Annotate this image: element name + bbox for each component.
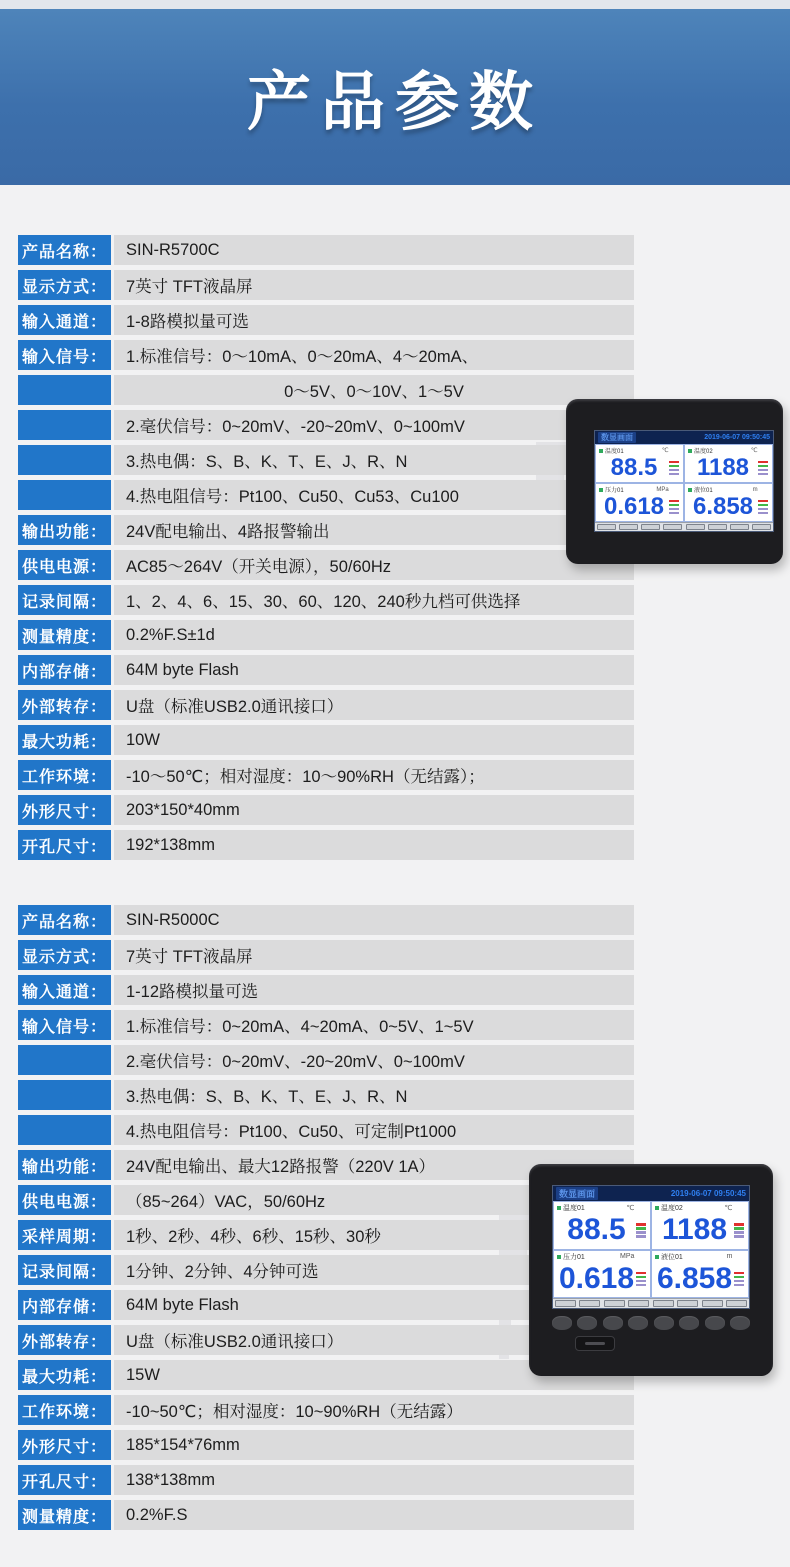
channel-status-icon bbox=[557, 1206, 561, 1210]
table-row bbox=[18, 1080, 634, 1110]
table-row bbox=[18, 1465, 634, 1495]
row-label bbox=[18, 480, 111, 510]
table-row bbox=[18, 480, 634, 510]
channel-name: 液位01 bbox=[661, 1253, 683, 1261]
row-label: 工作环境： bbox=[18, 1395, 111, 1425]
row-label: 输入信号： bbox=[18, 340, 111, 370]
device1-softkey-bar bbox=[595, 522, 773, 531]
row-value: 3.热电偶：S、B、K、T、E、J、R、N bbox=[114, 1080, 634, 1110]
channel-value: 88.5 bbox=[610, 454, 658, 481]
row-value: 0～5V、0～10V、1～5V bbox=[114, 375, 634, 405]
row-label bbox=[18, 1115, 111, 1145]
row-label: 内部存储： bbox=[18, 655, 111, 685]
row-value: 4.热电阻信号：Pt100、Cu50、可定制Pt1000 bbox=[114, 1115, 634, 1145]
row-value: 3.热电偶：S、B、K、T、E、J、R、N bbox=[114, 445, 634, 475]
row-value: 185*154*76mm bbox=[114, 1430, 634, 1460]
table-row bbox=[18, 1395, 634, 1425]
row-label: 输入通道： bbox=[18, 305, 111, 335]
screen-title: 数显画面 bbox=[598, 432, 636, 443]
table-row bbox=[18, 620, 634, 650]
row-label: 输出功能： bbox=[18, 515, 111, 545]
channel-status-icon bbox=[599, 449, 603, 453]
channel-unit: m bbox=[752, 486, 758, 493]
channel-body bbox=[599, 494, 680, 520]
table-row bbox=[18, 1010, 634, 1040]
channel-body bbox=[557, 1213, 647, 1248]
channel-panel bbox=[684, 444, 773, 483]
device2-physical-buttons bbox=[552, 1316, 750, 1330]
banner bbox=[0, 9, 790, 185]
row-value: 2.毫伏信号：0~20mV、-20~20mV、0~100mV bbox=[114, 1045, 634, 1075]
table-row bbox=[18, 940, 634, 970]
channel-unit: ℃ bbox=[661, 448, 669, 454]
alarm-indicator-bars bbox=[636, 1223, 646, 1238]
channel-status-icon bbox=[688, 449, 692, 453]
row-value: 1秒、2秒、4秒、6秒、15秒、30秒 bbox=[114, 1220, 634, 1250]
row-label: 输入信号： bbox=[18, 1010, 111, 1040]
channel-panel bbox=[553, 1201, 651, 1250]
alarm-indicator-bars bbox=[669, 461, 679, 476]
table-row bbox=[18, 1500, 634, 1530]
screen-datetime: 2019-06-07 09:50:45 bbox=[704, 434, 770, 441]
row-label: 外形尺寸： bbox=[18, 1430, 111, 1460]
channel-name: 压力01 bbox=[605, 488, 624, 494]
row-label bbox=[18, 410, 111, 440]
row-label: 工作环境： bbox=[18, 760, 111, 790]
table-row bbox=[18, 550, 634, 580]
table-row bbox=[18, 585, 634, 615]
row-value: 7英寸 TFT液晶屏 bbox=[114, 940, 634, 970]
table-row bbox=[18, 725, 634, 755]
row-value: -10～50℃；相对湿度：10～90%RH（无结露）； bbox=[114, 760, 634, 790]
alarm-indicator-bars bbox=[669, 500, 679, 515]
table-row bbox=[18, 340, 634, 370]
channel-body bbox=[655, 1213, 745, 1248]
row-label bbox=[18, 375, 111, 405]
row-value: 2.毫伏信号：0~20mV、-20~20mV、0~100mV bbox=[114, 410, 634, 440]
table-row bbox=[18, 690, 634, 720]
alarm-indicator-bars bbox=[734, 1272, 744, 1287]
alarm-indicator-bars bbox=[734, 1223, 744, 1238]
row-value: SIN-R5000C bbox=[114, 905, 634, 935]
top-strip bbox=[0, 0, 790, 9]
channel-body bbox=[599, 455, 680, 481]
row-value: 1、2、4、6、15、30、60、120、240秒九档可供选择 bbox=[114, 585, 634, 615]
row-value: 64M byte Flash bbox=[114, 655, 634, 685]
row-value: 1-12路模拟量可选 bbox=[114, 975, 634, 1005]
row-value: 7英寸 TFT液晶屏 bbox=[114, 270, 634, 300]
table-row bbox=[18, 375, 634, 405]
channel-panel bbox=[651, 1250, 749, 1299]
channel-header bbox=[557, 1203, 647, 1213]
row-label bbox=[18, 1045, 111, 1075]
channel-unit: m bbox=[726, 1253, 733, 1260]
table-row bbox=[18, 305, 634, 335]
device-photo-r5700c bbox=[566, 399, 783, 564]
table-row bbox=[18, 270, 634, 300]
channel-unit: ℃ bbox=[626, 1205, 635, 1212]
table-row bbox=[18, 905, 634, 935]
channel-body bbox=[557, 1262, 647, 1297]
channel-name: 温度01 bbox=[605, 449, 624, 455]
row-label: 测量精度： bbox=[18, 620, 111, 650]
screen-title: 数显画面 bbox=[556, 1187, 598, 1200]
channel-value: 1188 bbox=[661, 1213, 728, 1247]
row-value: 1分钟、2分钟、4分钟可选 bbox=[114, 1255, 634, 1285]
channel-unit: MPa bbox=[620, 1253, 635, 1260]
channel-unit: MPa bbox=[656, 486, 669, 493]
row-value: 1.标准信号：0～10mA、0～20mA、4～20mA、 bbox=[114, 340, 634, 370]
device2-channel-grid bbox=[553, 1201, 749, 1298]
row-label: 显示方式： bbox=[18, 270, 111, 300]
row-label: 开孔尺寸： bbox=[18, 1465, 111, 1495]
row-value: U盘（标准USB2.0通讯接口） bbox=[114, 1325, 634, 1355]
device2-screen-header bbox=[553, 1186, 749, 1201]
table-row bbox=[18, 975, 634, 1005]
row-value: 192*138mm bbox=[114, 830, 634, 860]
row-value: 203*150*40mm bbox=[114, 795, 634, 825]
alarm-indicator-bars bbox=[758, 500, 768, 515]
channel-status-icon bbox=[557, 1255, 561, 1259]
device-photo-r5000c bbox=[529, 1164, 773, 1376]
row-value: 64M byte Flash bbox=[114, 1290, 634, 1320]
channel-unit: ℃ bbox=[750, 448, 758, 454]
channel-value: 6.858 bbox=[692, 493, 754, 520]
row-label: 最大功耗： bbox=[18, 1360, 111, 1390]
row-label: 外形尺寸： bbox=[18, 795, 111, 825]
row-label: 外部转存： bbox=[18, 1325, 111, 1355]
row-label: 开孔尺寸： bbox=[18, 830, 111, 860]
device2-screen bbox=[552, 1185, 750, 1309]
row-label: 显示方式： bbox=[18, 940, 111, 970]
channel-value: 1188 bbox=[696, 454, 750, 481]
row-label: 记录间隔： bbox=[18, 585, 111, 615]
row-label: 输出功能： bbox=[18, 1150, 111, 1180]
row-label: 供电电源： bbox=[18, 550, 111, 580]
spec-table-r5700c bbox=[18, 235, 634, 865]
channel-panel bbox=[684, 483, 773, 522]
table-row bbox=[18, 655, 634, 685]
row-label: 记录间隔： bbox=[18, 1255, 111, 1285]
table-row bbox=[18, 235, 634, 265]
channel-panel bbox=[595, 483, 684, 522]
channel-unit: ℃ bbox=[724, 1205, 733, 1212]
channel-value: 0.618 bbox=[603, 493, 665, 520]
channel-header bbox=[557, 1252, 647, 1262]
screen-datetime: 2019-06-07 09:50:45 bbox=[670, 1189, 746, 1198]
row-value: 4.热电阻信号：Pt100、Cu50、Cu53、Cu100 bbox=[114, 480, 634, 510]
row-value: 1-8路模拟量可选 bbox=[114, 305, 634, 335]
table-row bbox=[18, 410, 634, 440]
channel-header bbox=[655, 1203, 745, 1213]
row-label: 输入通道： bbox=[18, 975, 111, 1005]
table-row bbox=[18, 795, 634, 825]
device2-softkey-bar bbox=[553, 1298, 749, 1308]
alarm-indicator-bars bbox=[636, 1272, 646, 1287]
channel-value: 0.618 bbox=[558, 1261, 635, 1295]
row-value: 0.2%F.S±1d bbox=[114, 620, 634, 650]
row-value: 0.2%F.S bbox=[114, 1500, 634, 1530]
row-label: 外部转存： bbox=[18, 690, 111, 720]
table-row bbox=[18, 760, 634, 790]
channel-value: 6.858 bbox=[656, 1261, 733, 1295]
channel-body bbox=[688, 455, 769, 481]
channel-body bbox=[688, 494, 769, 520]
row-label: 测量精度： bbox=[18, 1500, 111, 1530]
channel-name: 压力01 bbox=[563, 1253, 585, 1261]
row-label: 产品名称： bbox=[18, 905, 111, 935]
channel-name: 温度01 bbox=[563, 1205, 585, 1212]
table-row bbox=[18, 1430, 634, 1460]
channel-status-icon bbox=[655, 1255, 659, 1259]
table-row bbox=[18, 1115, 634, 1145]
channel-status-icon bbox=[688, 488, 692, 492]
device2-usb-port bbox=[575, 1336, 615, 1351]
row-value: 15W bbox=[114, 1360, 634, 1390]
row-value: （85~264）VAC，50/60Hz bbox=[114, 1185, 634, 1215]
page-title: 产品参数 bbox=[247, 66, 543, 138]
channel-panel bbox=[595, 444, 684, 483]
channel-status-icon bbox=[599, 488, 603, 492]
row-value: -10~50℃；相对湿度：10~90%RH（无结露） bbox=[114, 1395, 634, 1425]
channel-header bbox=[655, 1252, 745, 1262]
channel-status-icon bbox=[655, 1206, 659, 1210]
table-row bbox=[18, 515, 634, 545]
channel-panel bbox=[553, 1250, 651, 1299]
device1-screen bbox=[594, 430, 774, 532]
row-label bbox=[18, 1080, 111, 1110]
row-value: 1.标准信号：0~20mA、4~20mA、0~5V、1~5V bbox=[114, 1010, 634, 1040]
row-label: 内部存储： bbox=[18, 1290, 111, 1320]
table-row bbox=[18, 445, 634, 475]
table-row bbox=[18, 1045, 634, 1075]
row-value: SIN-R5700C bbox=[114, 235, 634, 265]
row-label: 最大功耗： bbox=[18, 725, 111, 755]
row-label: 采样周期： bbox=[18, 1220, 111, 1250]
device1-channel-grid bbox=[595, 444, 773, 522]
channel-name: 温度02 bbox=[661, 1205, 683, 1212]
row-value: 24V配电输出、4路报警输出 bbox=[114, 515, 634, 545]
channel-name: 液位01 bbox=[694, 488, 713, 494]
channel-value: 88.5 bbox=[567, 1213, 626, 1247]
row-value: 10W bbox=[114, 725, 634, 755]
channel-panel bbox=[651, 1201, 749, 1250]
row-label: 产品名称： bbox=[18, 235, 111, 265]
table-row bbox=[18, 830, 634, 860]
device1-screen-header bbox=[595, 431, 773, 444]
row-value: 138*138mm bbox=[114, 1465, 634, 1495]
row-value: U盘（标准USB2.0通讯接口） bbox=[114, 690, 634, 720]
channel-name: 温度02 bbox=[694, 449, 713, 455]
row-value: AC85～264V（开关电源），50/60Hz bbox=[114, 550, 634, 580]
channel-body bbox=[655, 1262, 745, 1297]
row-label: 供电电源： bbox=[18, 1185, 111, 1215]
row-value: 24V配电输出、最大12路报警（220V 1A） bbox=[114, 1150, 634, 1180]
row-label bbox=[18, 445, 111, 475]
alarm-indicator-bars bbox=[758, 461, 768, 476]
